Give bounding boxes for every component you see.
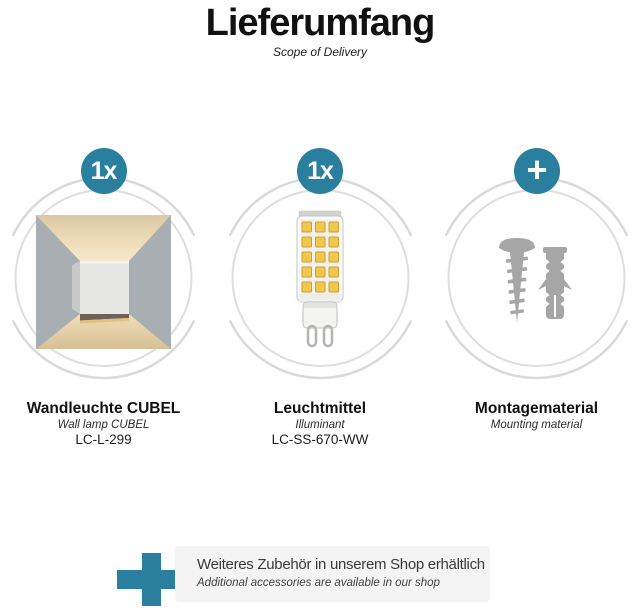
item-model-number: LC-SS-670-WW xyxy=(271,432,369,447)
item-mounting-material xyxy=(433,145,640,448)
footer-banner xyxy=(175,546,490,602)
footer-line-de: Weiteres Zubehör in unserem Shop erhältlich xyxy=(197,556,485,573)
page-subtitle: Scope of Delivery xyxy=(272,45,368,59)
item-model-number: LC-L-299 xyxy=(75,432,132,447)
item-labels xyxy=(433,400,640,432)
footer-text xyxy=(175,546,490,589)
wall-lamp-photo xyxy=(36,215,171,349)
item-wall-lamp xyxy=(0,145,207,448)
item-labels xyxy=(0,400,207,448)
item-name-translation: Mounting material xyxy=(490,419,583,431)
item-name: Wandleuchte CUBEL xyxy=(26,400,181,417)
item-name: Leuchtmittel xyxy=(273,400,367,417)
plus-badge: + xyxy=(514,148,560,194)
item-labels xyxy=(217,400,424,448)
footer-line-en: Additional accessories are available in our shop xyxy=(197,577,440,589)
items-row xyxy=(0,145,640,448)
screw-icon xyxy=(499,238,535,323)
dowel-icon xyxy=(538,247,572,319)
item-name-translation: Illuminant xyxy=(295,419,345,431)
item-bulb xyxy=(217,145,424,448)
mounting-material-illustration xyxy=(491,235,581,335)
quantity-badge: 1x xyxy=(81,148,127,194)
page-title: Lieferumfang xyxy=(205,2,435,44)
item-name: Montagematerial xyxy=(474,400,599,417)
header xyxy=(0,0,640,59)
item-name-translation: Wall lamp CUBEL xyxy=(57,419,150,431)
led-bulb-illustration xyxy=(292,208,348,350)
quantity-badge: 1x xyxy=(297,148,343,194)
